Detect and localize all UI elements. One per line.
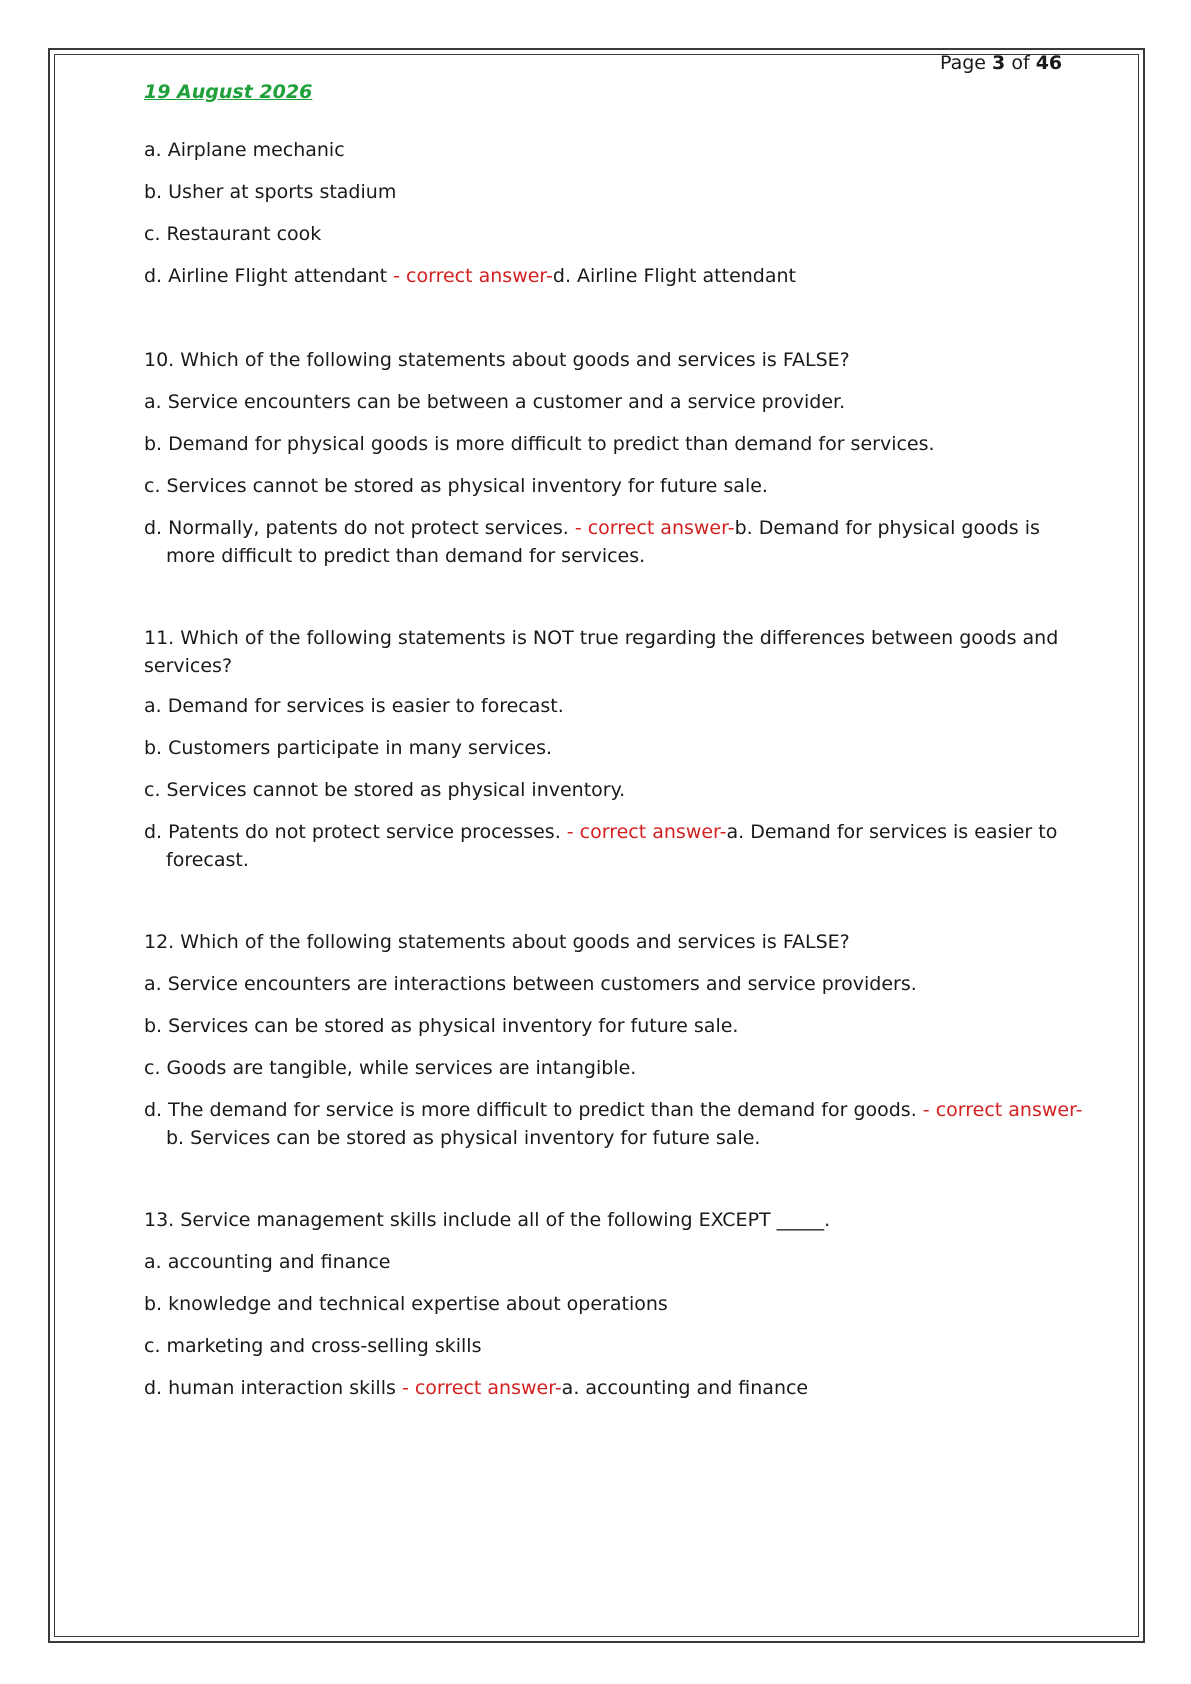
option-a: a. Service encounters are interactions between customers and service providers. — [144, 973, 917, 995]
option-b: b. Customers participate in many services. — [144, 737, 553, 759]
option-a: a. accounting and finance — [144, 1251, 391, 1273]
question-13: 13. Service management skills include all of the following EXCEPT _____. — [144, 1209, 831, 1231]
page-current: 3 — [992, 52, 1006, 74]
option-a: a. Service encounters can be between a customer and a service provider. — [144, 391, 846, 413]
correct-answer: a. accounting and finance — [561, 1377, 809, 1399]
option-a: a. Demand for services is easier to forecast. — [144, 695, 564, 717]
correct-answer-marker: - correct answer- — [393, 265, 553, 287]
option-a: a. Airplane mechanic — [144, 139, 345, 161]
option-c: c. marketing and cross-selling skills — [144, 1335, 482, 1357]
page-total: 46 — [1035, 52, 1063, 74]
option-text: d. Patents do not protect service processes. — [144, 821, 561, 843]
option-c: c. Goods are tangible, while services are intangible. — [144, 1057, 637, 1079]
option-b: b. knowledge and technical expertise about operations — [144, 1293, 668, 1315]
correct-answer: d. Airline Flight attendant — [552, 265, 796, 287]
page-prefix: Page — [940, 52, 986, 74]
correct-answer-marker: - correct answer- — [574, 517, 735, 539]
option-text: d. human interaction skills — [144, 1377, 396, 1399]
correct-answer: a. Demand for services is easier to forecast. — [166, 821, 1058, 871]
option-d — [144, 514, 1086, 570]
option-c: c. Services cannot be stored as physical inventory. — [144, 779, 626, 801]
option-text: d. Normally, patents do not protect services. — [144, 517, 569, 539]
option-c: c. Restaurant cook — [144, 223, 322, 245]
correct-answer: b. Demand for physical goods is more difficult to predict than demand for services. — [166, 517, 1040, 567]
document-date: 19 August 2026 — [144, 81, 313, 103]
option-text: d. The demand for service is more difficult to predict than the demand for goods. — [144, 1099, 917, 1121]
correct-answer-marker: - correct answer- — [566, 821, 727, 843]
page-of: of — [1011, 52, 1030, 74]
option-b: b. Demand for physical goods is more difficult to predict than demand for services. — [144, 433, 935, 455]
question-10: 10. Which of the following statements about goods and services is FALSE? — [144, 349, 850, 371]
question-11: 11. Which of the following statements is NOT true regarding the differences between goods and services? — [144, 627, 1059, 677]
option-d — [144, 1374, 1086, 1402]
option-d — [144, 818, 1086, 874]
option-text: d. Airline Flight attendant — [144, 265, 388, 287]
option-d — [144, 262, 1086, 290]
correct-answer-marker: - correct answer- — [922, 1099, 1083, 1121]
question-12: 12. Which of the following statements about goods and services is FALSE? — [144, 931, 850, 953]
option-d — [144, 1096, 1086, 1152]
correct-answer: b. Services can be stored as physical inventory for future sale. — [166, 1127, 761, 1149]
option-c: c. Services cannot be stored as physical inventory for future sale. — [144, 475, 768, 497]
page-number — [940, 52, 1062, 74]
correct-answer-marker: - correct answer- — [401, 1377, 562, 1399]
option-b: b. Usher at sports stadium — [144, 181, 397, 203]
option-b: b. Services can be stored as physical inventory for future sale. — [144, 1015, 739, 1037]
